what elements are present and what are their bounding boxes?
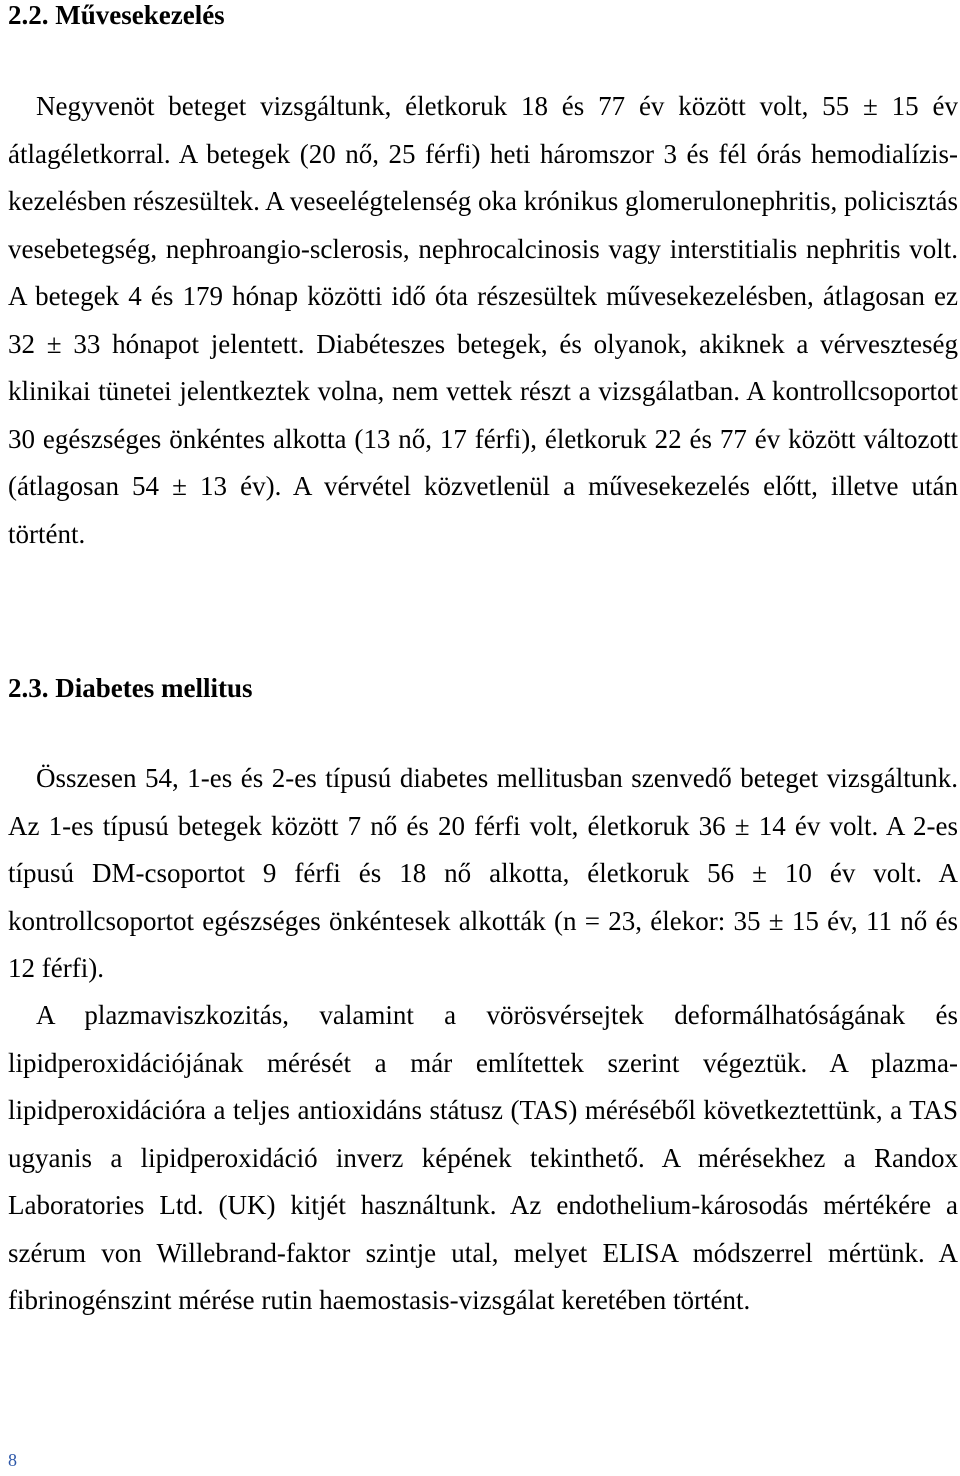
section-heading-muvesekezeles: 2.2. Művesekezelés [8, 0, 225, 30]
paragraph-measurements-text: A plazmaviszkozitás, valamint a vörösvérsejtek deformálhatóságának és lipidperoxidációjának mérését a már említettek szerint végeztük. A plazma-lipidperoxidációra a teljes antioxidáns státusz (TAS) méréséből következtettünk, a TAS ugyanis a lipidperoxidáció inverz képének tekinthető. A mérésekhez a Randox Laboratories Ltd. (UK) kitjét használtunk. Az endothelium-károsodás mértékére a szérum von Willebrand-faktor szintje utal, melyet ELISA módszerrel mértünk. A fibrinogénszint mérése rutin haemostasis-vizsgálat keretében történt. [8, 1000, 958, 1315]
section-heading-diabetes-mellitus: 2.3. Diabetes mellitus [8, 673, 253, 703]
paragraph-measurements [8, 992, 958, 1325]
paragraph-diabetes-patients [8, 755, 958, 993]
paragraph-muvesekezeles-text: Negyvenöt beteget vizsgáltunk, életkoruk 18 és 77 év között volt, 55 ± 15 év átlagéletkorral. A betegek (20 nő, 25 férfi) heti háromszor 3 és fél órás hemodialízis-kezelésben részesültek. A veseelégtelenség oka krónikus glomerulonephritis, policisztás vesebetegség, nephroangio-sclerosis, nephrocalcinosis vagy interstitialis nephritis volt. A betegek 4 és 179 hónap közötti idő óta részesültek művesekezelésben, átlagosan ez 32 ± 33 hónapot jelentett. Diabéteszes betegek, és olyanok, akiknek a vérveszteség klinikai tünetei jelentkeztek volna, nem vettek részt a vizsgálatban. A kontrollcsoportot 30 egészséges önkéntes alkotta (13 nő, 17 férfi), életkoruk 22 és 77 év között változott (átlagosan 54 ± 13 év). A vérvétel közvetlenül a művesekezelés előtt, illetve után történt. [8, 91, 958, 549]
page-number: 8 [8, 1450, 17, 1470]
paragraph-muvesekezeles [8, 83, 958, 558]
paragraph-diabetes-patients-text: Összesen 54, 1-es és 2-es típusú diabetes mellitusban szenvedő beteget vizsgáltunk. Az 1-es típusú betegek között 7 nő és 20 férfi volt, életkoruk 36 ± 14 év volt. A 2-es típusú DM-csoportot 9 férfi és 18 nő alkotta, életkoruk 56 ± 10 év volt. A kontrollcsoportot egészséges önkéntesek alkották (n = 23, élekor: 35 ± 15 év, 11 nő és 12 férfi). [8, 763, 958, 983]
